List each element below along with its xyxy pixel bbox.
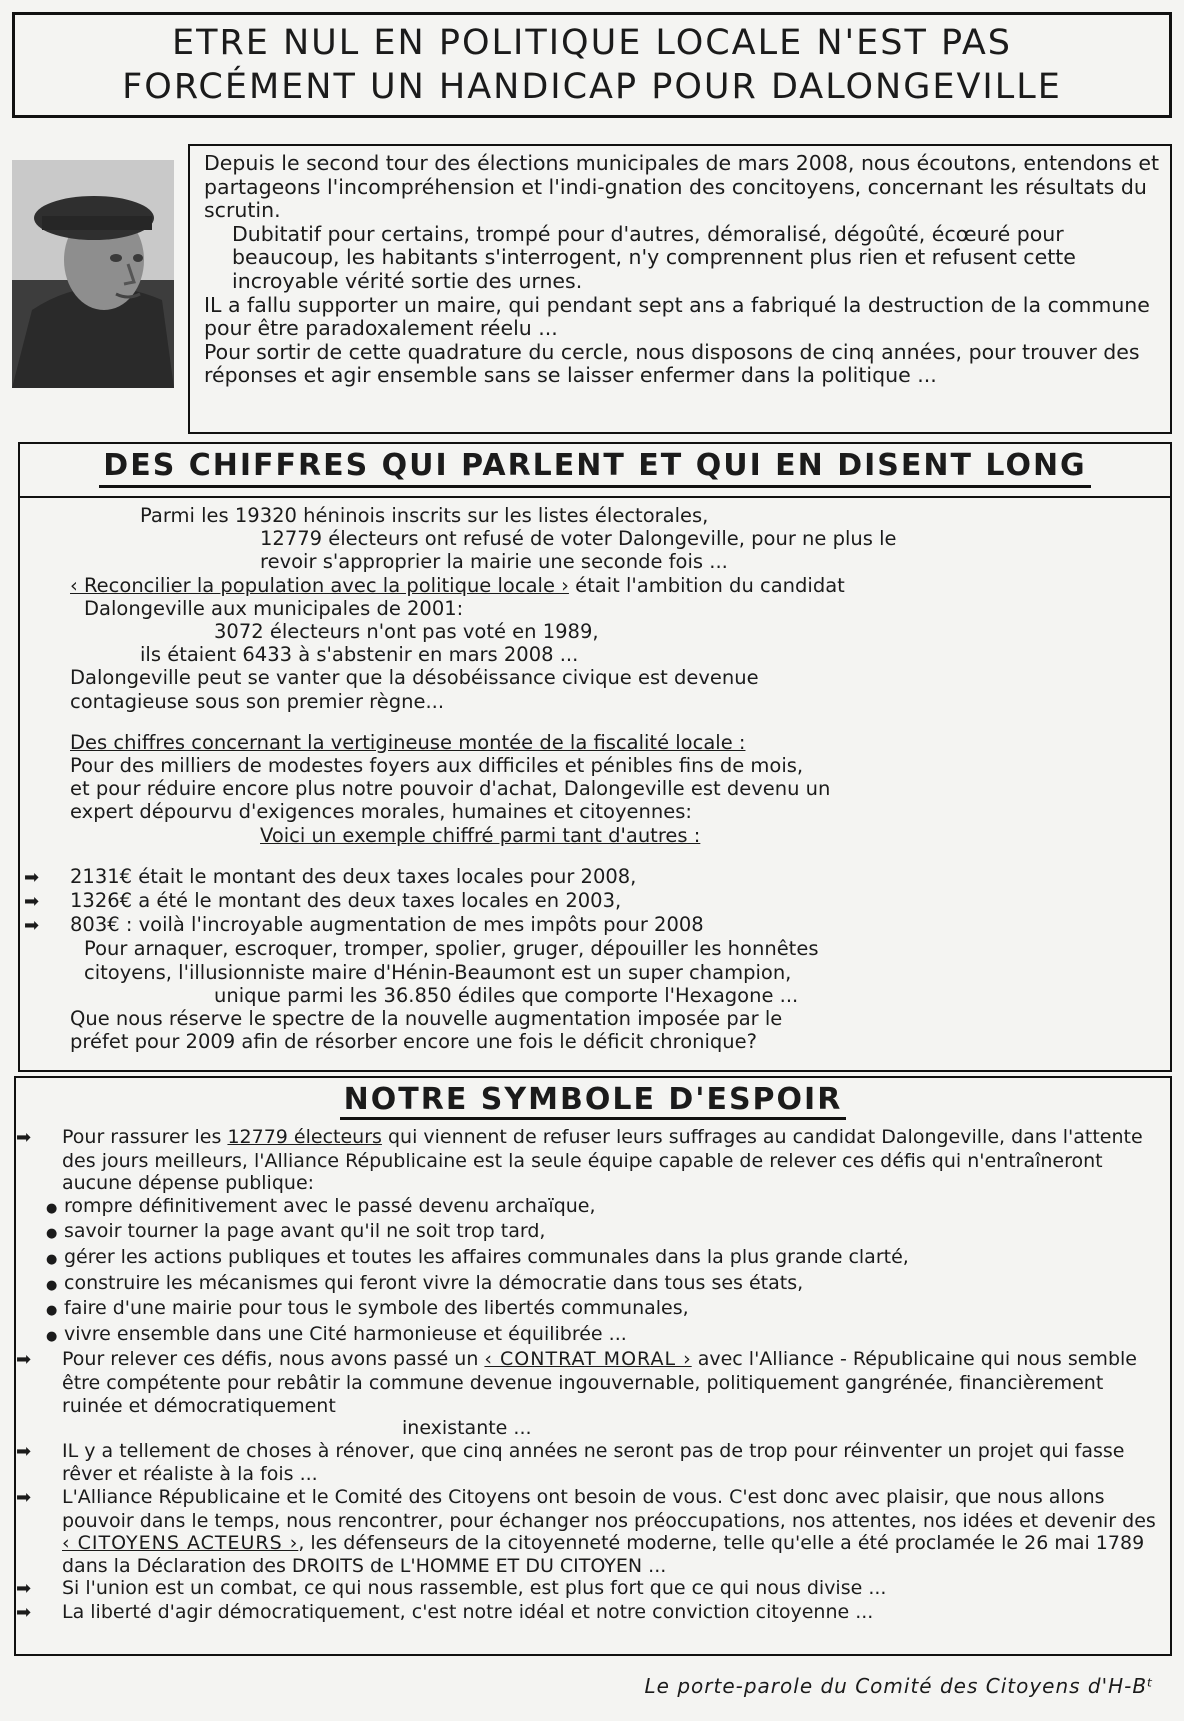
arrow-right-icon: ➡ bbox=[16, 1349, 32, 1371]
hope-section bbox=[14, 1076, 1172, 1656]
citizens-actors-underlined: ‹ CITOYENS ACTEURS › bbox=[62, 1532, 299, 1555]
hope-body bbox=[16, 1124, 1170, 1624]
tax-2008-text: 2131€ était le montant des deux taxes locales pour 2008, bbox=[70, 864, 637, 888]
title-line-2: FORCÉMENT UN HANDICAP POUR DALONGEVILLE bbox=[122, 67, 1062, 107]
figures-line: Pour des milliers de modestes foyers aux difficiles et pénibles fins de mois, bbox=[70, 754, 804, 778]
figures-line: Que nous réserve le spectre de la nouvelle augmentation imposée par le bbox=[70, 1007, 783, 1031]
list-item: ● savoir tourner la page avant qu'il ne soit trop tard, bbox=[62, 1220, 1158, 1246]
list-item: ● rompre définitivement avec le passé devenu archaïque, bbox=[62, 1195, 1158, 1221]
figures-line: préfet pour 2009 afin de résorber encore une fois le déficit chronique? bbox=[70, 1030, 758, 1054]
figures-line: Pour arnaquer, escroquer, tromper, spolier, gruger, dépouiller les honnêtes bbox=[84, 937, 819, 961]
figures-section bbox=[18, 442, 1172, 1072]
figures-line: Dalongeville peut se vanter que la désobéissance civique est devenue bbox=[70, 666, 759, 690]
figures-line: Dalongeville aux municipales de 2001: bbox=[84, 596, 464, 620]
quote-underlined: ‹ Reconcilier la population avec la politique locale › bbox=[70, 573, 569, 597]
spacer bbox=[70, 713, 1156, 731]
figures-line: revoir s'approprier la mairie une seconde fois ... bbox=[260, 550, 728, 574]
example-subheading: Voici un exemple chiffré parmi tant d'autres : bbox=[260, 823, 701, 847]
list-item: ● faire d'une mairie pour tous le symbole des libertés communales, bbox=[62, 1297, 1158, 1323]
hope-line: inexistante ... bbox=[402, 1417, 532, 1440]
arrow-right-icon: ➡ bbox=[24, 866, 40, 888]
hope-paragraph-4 bbox=[16, 1485, 1158, 1577]
portrait-photo bbox=[12, 160, 174, 388]
arrow-right-icon: ➡ bbox=[24, 915, 40, 937]
tax-increase-text: 803€ : voilà l'incroyable augmentation de mes impôts pour 2008 bbox=[70, 913, 704, 937]
commitments-list bbox=[62, 1195, 1158, 1349]
title-box bbox=[12, 12, 1172, 118]
hope-paragraph-5 bbox=[16, 1577, 1158, 1601]
hope-text: Pour rassurer les bbox=[62, 1126, 228, 1148]
intro-box bbox=[188, 144, 1172, 434]
taxes-subheading: Des chiffres concernant la vertigineuse montée de la fiscalité locale : bbox=[70, 730, 746, 754]
figures-line: 12779 électeurs ont refusé de voter Dalongeville, pour ne plus le bbox=[260, 527, 897, 551]
portrait-illustration bbox=[12, 160, 174, 388]
hope-text: L'Alliance Républicaine et le Comité des Citoyens ont besoin de vous. C'est donc avec plaisir, que nous allons pouvoir dans le temps, nous rencontrer, pour échanger nos préoccupations, nos attentes, nos idées et devenir des bbox=[62, 1485, 1156, 1532]
tax-2008-line bbox=[24, 864, 1156, 889]
arrow-right-icon: ➡ bbox=[16, 1601, 32, 1623]
hope-paragraph-1 bbox=[16, 1126, 1158, 1195]
intro-paragraph-3: IL a fallu supporter un maire, qui pendant sept ans a fabriqué la destruction de la commune pour être paradoxalement réelu ... bbox=[204, 292, 1150, 341]
voters-count-underlined: 12779 électeurs bbox=[227, 1126, 382, 1148]
hope-text: La liberté d'agir démocratiquement, c'est notre idéal et notre conviction citoyenne ... bbox=[62, 1600, 874, 1623]
figures-line: et pour réduire encore plus notre pouvoir d'achat, Dalongeville est devenu un bbox=[70, 777, 831, 801]
figures-line bbox=[70, 574, 1156, 597]
figures-line: citoyens, l'illusionniste maire d'Hénin-Beaumont est un super champion, bbox=[84, 960, 792, 984]
figures-line: expert dépourvu d'exigences morales, humaines et citoyennes: bbox=[70, 800, 692, 824]
list-item: ● vivre ensemble dans une Cité harmonieuse et équilibrée ... bbox=[62, 1323, 1158, 1349]
arrow-right-icon: ➡ bbox=[16, 1440, 32, 1462]
tax-2003-text: 1326€ a été le montant des deux taxes locales en 2003, bbox=[70, 889, 622, 913]
arrow-right-icon: ➡ bbox=[24, 891, 40, 913]
hope-text: qui viennent de refuser leurs suffrages au candidat Dalongeville, dans l'attente des jours meilleurs, l'Alliance Républicaine est la seule équipe capable de relever ces défis qui n'entraîneront aucune dépense publique: bbox=[62, 1126, 1143, 1195]
arrow-right-icon: ➡ bbox=[16, 1486, 32, 1508]
figures-divider bbox=[20, 496, 1170, 498]
hope-heading-text: NOTRE SYMBOLE D'ESPOIR bbox=[340, 1082, 847, 1120]
signature: Le porte-parole du Comité des Citoyens d'H-Bᵗ bbox=[644, 1674, 1154, 1698]
figures-heading bbox=[20, 444, 1170, 492]
hope-paragraph-6 bbox=[16, 1600, 1158, 1625]
arrow-right-icon: ➡ bbox=[16, 1127, 32, 1148]
figures-body bbox=[20, 500, 1170, 1053]
list-item: ● gérer les actions publiques et toutes les affaires communales dans la plus grande clarté, bbox=[62, 1246, 1158, 1272]
moral-contract-underlined: ‹ CONTRAT MORAL › bbox=[484, 1348, 692, 1371]
figures-line: contagieuse sous son premier règne... bbox=[70, 689, 445, 713]
tax-increase-line bbox=[24, 913, 1156, 937]
figures-line: ils étaient 6433 à s'abstenir en mars 2008 ... bbox=[140, 643, 579, 667]
list-item: ● construire les mécanismes qui feront vivre la démocratie dans tous ses états, bbox=[62, 1272, 1158, 1298]
hope-paragraph-3 bbox=[16, 1439, 1158, 1486]
figures-line: Parmi les 19320 héninois inscrits sur les listes électorales, bbox=[140, 504, 709, 527]
hope-text: Pour relever ces défis, nous avons passé un bbox=[62, 1348, 485, 1371]
hope-text: Si l'union est un combat, ce qui nous rassemble, est plus fort que ce qui nous divise ... bbox=[62, 1577, 887, 1600]
hope-text: IL y a tellement de choses à rénover, que cinq années ne seront pas de trop pour réinventer un projet qui fasse rêver et réaliste à la fois ... bbox=[62, 1439, 1125, 1486]
intro-paragraph-2: Dubitatif pour certains, trompé pour d'autres, démoralisé, dégoûté, écœuré pour beaucoup, les habitants s'interrogent, n'y comprennent plus rien et refusent cette incroyable vérité sortie des urnes. bbox=[232, 221, 1076, 293]
spacer bbox=[70, 847, 1156, 865]
hope-text: , les défenseurs de la citoyenneté moderne, telle qu'elle a été proclamée le 26 mai 1789 dans la Déclaration des DROITS de L'HOMME ET DU CITOYEN ... bbox=[62, 1532, 1145, 1577]
hope-paragraph-2 bbox=[16, 1348, 1158, 1417]
figures-line: unique parmi les 36.850 édiles que comporte l'Hexagone ... bbox=[214, 983, 799, 1007]
hope-heading bbox=[16, 1082, 1170, 1117]
intro-paragraph-4: Pour sortir de cette quadrature du cercle, nous disposons de cinq années, pour trouver des réponses et agir ensemble sans se laisser enfermer dans la politique ... bbox=[204, 339, 1140, 388]
figures-heading-text: DES CHIFFRES QUI PARLENT ET QUI EN DISENT LONG bbox=[99, 448, 1090, 488]
hope-text: avec l'Alliance - Républicaine qui nous semble être compétente pour rebâtir la commune devenue ingouvernable, politiquement gangrénée, financièrement ruinée et démocratiquement bbox=[62, 1348, 1137, 1417]
tax-2003-line bbox=[24, 889, 1156, 913]
title-line-1: ETRE NUL EN POLITIQUE LOCALE N'EST PAS bbox=[171, 23, 1013, 63]
figures-line: 3072 électeurs n'ont pas voté en 1989, bbox=[214, 620, 599, 644]
intro-paragraph-1: Depuis le second tour des élections municipales de mars 2008, nous écoutons, entendons et partageons l'incompréhension et l'indi-gnation des concitoyens, concernant les résultats du scrutin. bbox=[204, 151, 1160, 223]
figures-line-tail: était l'ambition du candidat bbox=[568, 573, 845, 597]
arrow-right-icon: ➡ bbox=[16, 1578, 32, 1600]
